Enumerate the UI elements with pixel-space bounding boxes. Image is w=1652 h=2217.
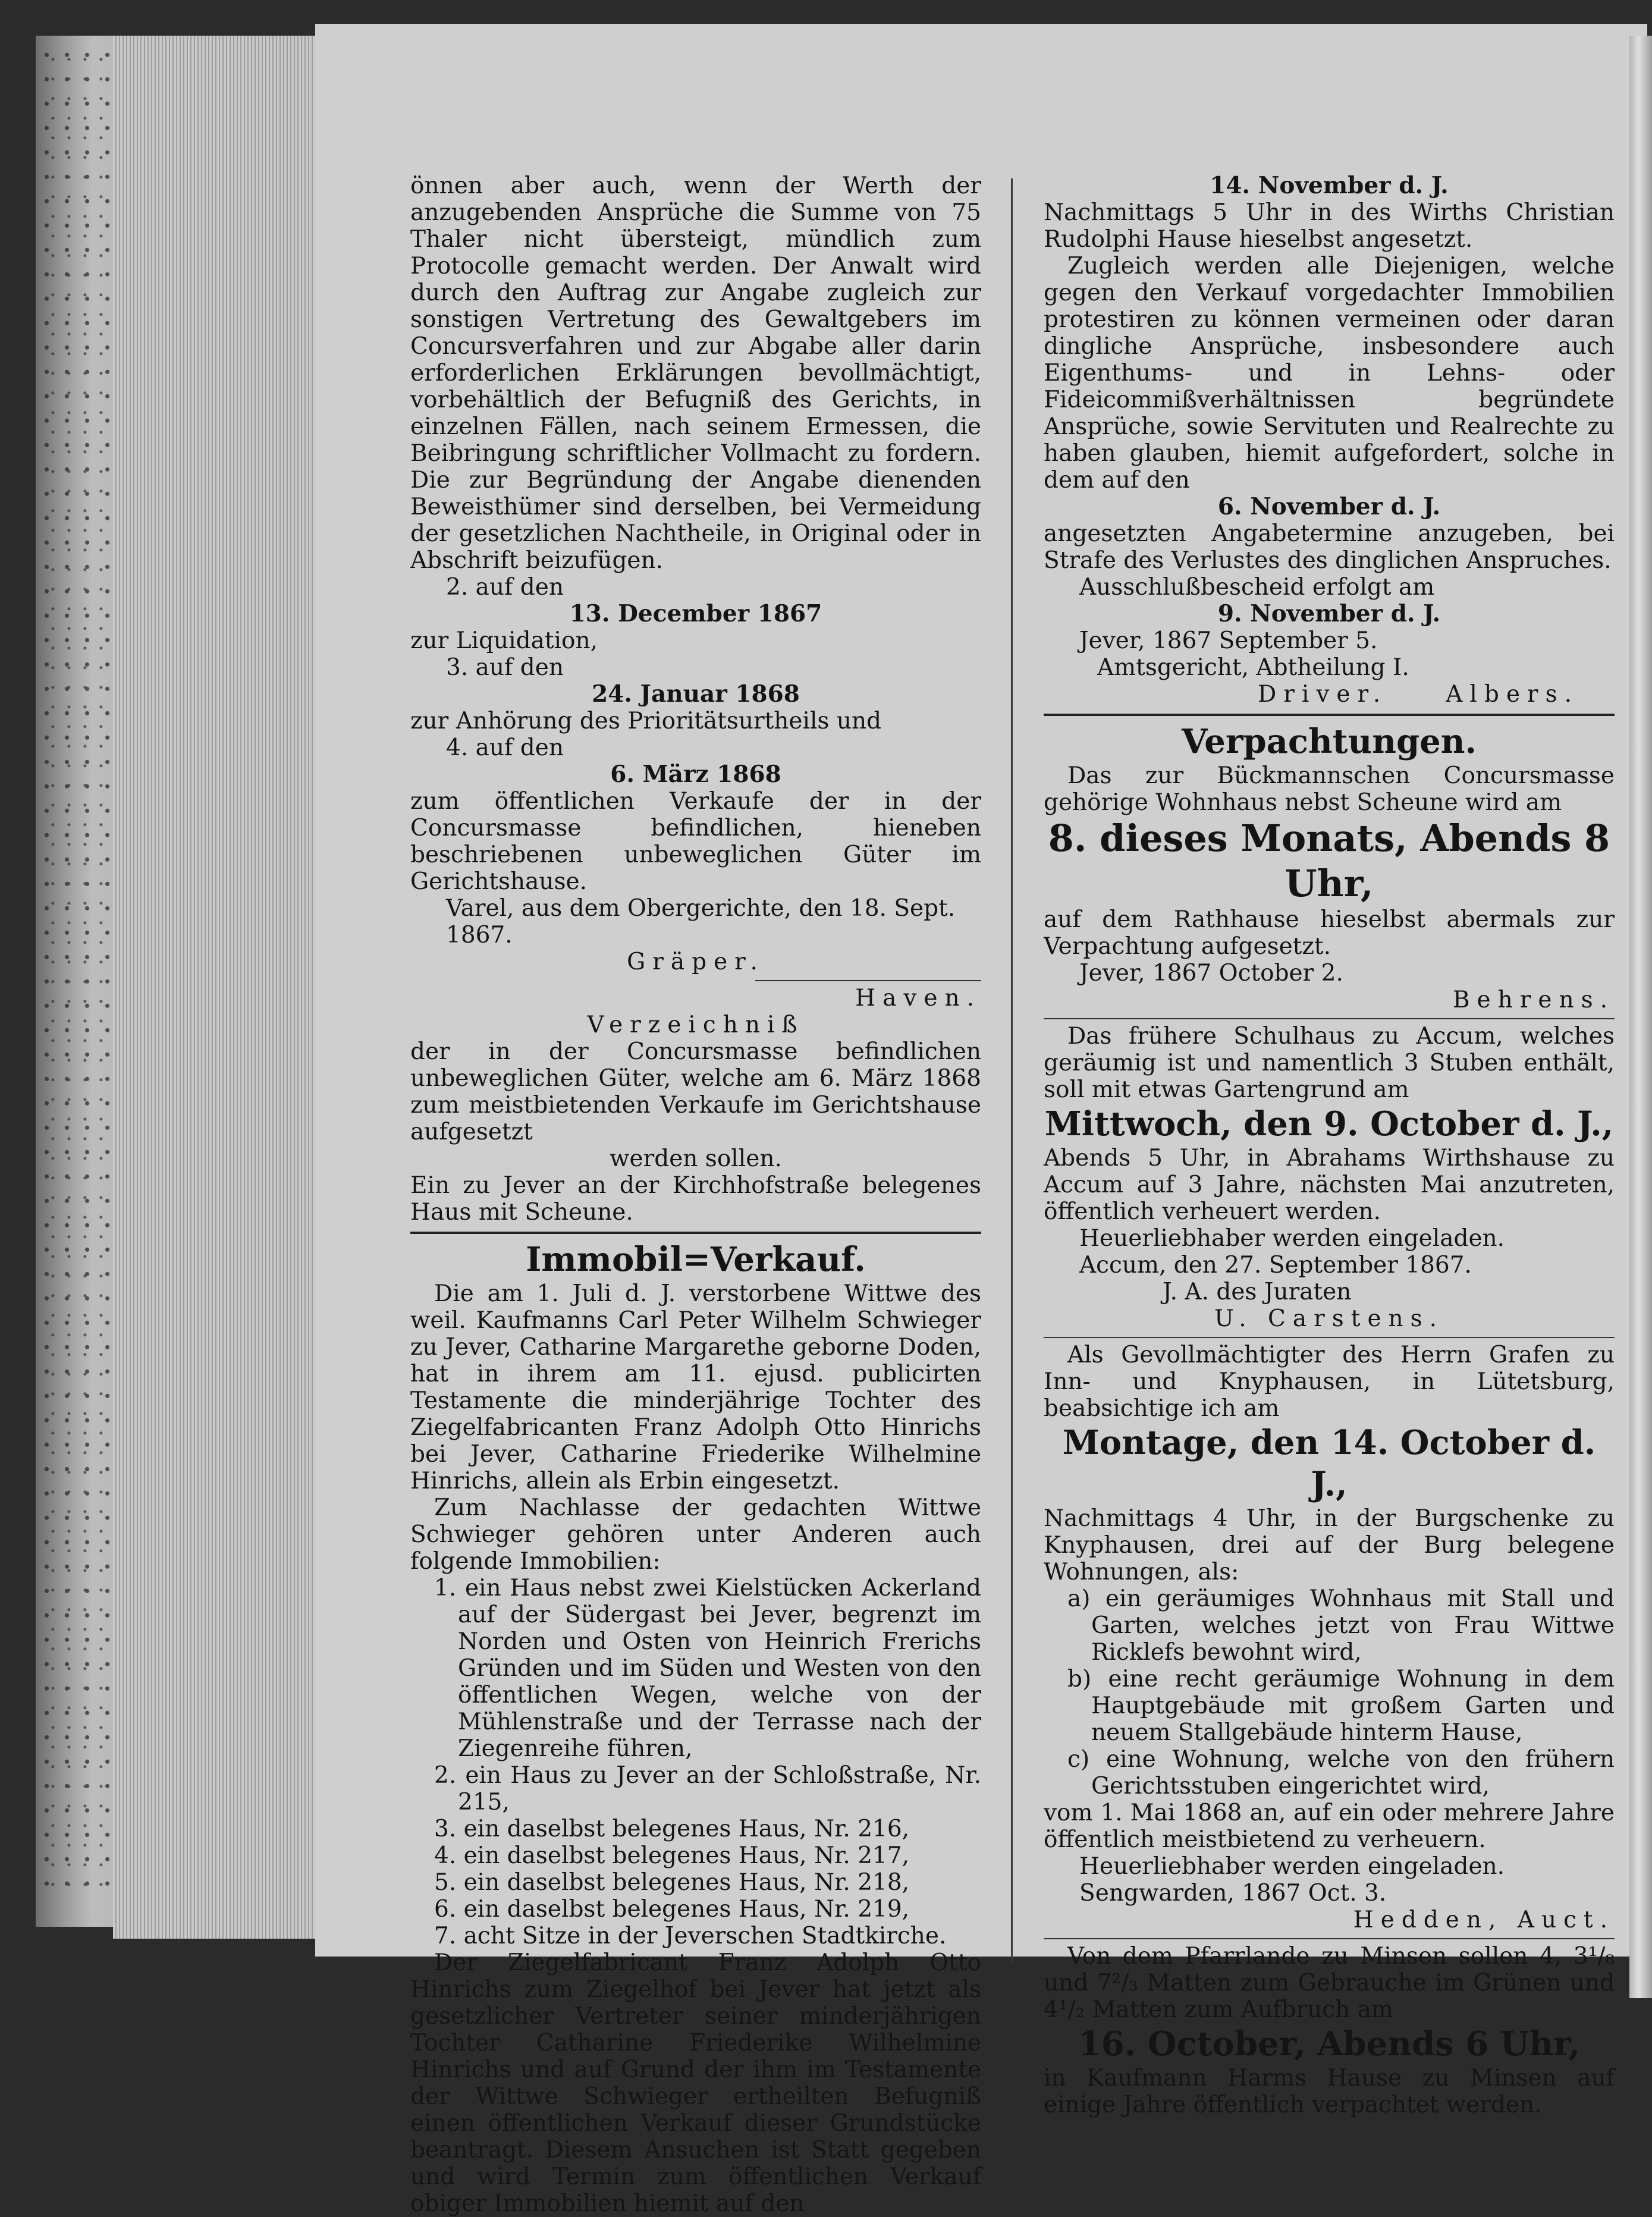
immobil-item-7: 7. acht Sitze in der Jeverschen Stadtkirche. — [434, 1923, 947, 1949]
immobil-item-5: 5. ein daselbst belegenes Haus, Nr. 218, — [434, 1869, 910, 1896]
date-2: 13. December 1867 — [569, 600, 822, 627]
term-4: 4. auf den — [446, 734, 564, 761]
knyphausen-paragraph-5: Sengwarden, 1867 Oct. 3. — [1079, 1880, 1387, 1907]
verpachtungen-title: Verpachtungen. — [1182, 722, 1477, 761]
rule-accum — [1044, 1018, 1615, 1019]
haus-line: Ein zu Jever an der Kirchhofstraße belegenes Haus mit Scheune. — [410, 1172, 981, 1226]
accum-paragraph-3: Heuerliebhaber werden eingeladen. — [1079, 1225, 1505, 1252]
knyphausen-paragraph-4: Heuerliebhaber werden eingeladen. — [1079, 1853, 1505, 1880]
immobil-item-6: 6. ein daselbst belegenes Haus, Nr. 219, — [434, 1896, 910, 1923]
column-divider — [1011, 178, 1013, 1962]
verpachtung-paragraph-1: Das zur Bückmannschen Concursmasse gehörige Wohnhaus nebst Scheune wird am — [1044, 762, 1615, 816]
right-paragraph-2: Zugleich werden alle Diejenigen, welche gegen den Verkauf vorgedachter Immobilien protestiren zu können vermeinen oder daran dingliche Ansprüche, insbesondere auch Eigenthums- und in Lehns- oder Fideicommißverhältnissen begründete Ansprüche, sowie Servituten und Realrechte zu haben glauben, hiemit aufgefordert, solche in dem auf den — [1044, 253, 1615, 494]
signature-behrens: Behrens. — [1452, 987, 1615, 1013]
accum-paragraph-1: Das frühere Schulhaus zu Accum, welches geräumig ist und namentlich 3 Stuben enthält, soll mit etwas Gartengrund am — [1044, 1023, 1615, 1103]
right-date-1: 14. November d. J. — [1210, 172, 1449, 199]
knyphausen-date: Montage, den 14. October d. J., — [1062, 1423, 1596, 1504]
right-date-2: 6. November d. J. — [1217, 493, 1441, 520]
signature-haven: Haven. — [855, 985, 981, 1012]
amtsgericht-line: Amtsgericht, Abtheilung I. — [1097, 654, 1409, 681]
immobil-paragraph-2: Zum Nachlasse der gedachten Wittwe Schwieger gehören unter Anderen auch folgende Immobilien: — [410, 1494, 981, 1575]
purpose-3: zur Anhörung des Prioritätsurtheils und — [410, 708, 882, 734]
immobil-item-3: 3. ein daselbst belegenes Haus, Nr. 216, — [434, 1816, 910, 1842]
knyphausen-item-c: c) eine Wohnung, welche von den frühern Gerichtsstuben eingerichtet wird, — [1067, 1746, 1615, 1800]
knyphausen-item-a: a) ein geräumiges Wohnhaus mit Stall und Garten, welches jetzt von Frau Wittwe Ricklefs bewohnt wird, — [1067, 1585, 1615, 1666]
rule-knyphausen — [1044, 1337, 1615, 1338]
term-2: 2. auf den — [446, 574, 564, 601]
signature-driver: Driver. — [1258, 681, 1388, 708]
verzeichnis-text: der in der Concursmasse befindlichen unbeweglichen Güter, welche am 6. März 1868 zum meistbietenden Verkaufe im Gerichtshause aufgesetzt — [410, 1038, 981, 1145]
purpose-2: zur Liquidation, — [410, 627, 598, 654]
knyphausen-paragraph-3: vom 1. Mai 1868 an, auf ein oder mehrere Jahre öffentlich meistbietend zu verheuern. — [1044, 1800, 1615, 1853]
knyphausen-item-b: b) eine recht geräumige Wohnung in dem Hauptgebäude mit großem Garten und neuem Stallgebäude hinterm Hause, — [1067, 1666, 1615, 1746]
verzeichnis-end: werden sollen. — [610, 1145, 782, 1172]
signature-rule — [755, 980, 981, 981]
knyphausen-paragraph-1: Als Gevollmächtigter des Herrn Grafen zu Inn- und Knyphausen, in Lütetsburg, beabsichtige ich am — [1044, 1342, 1615, 1422]
date-4: 6. März 1868 — [610, 761, 781, 788]
accum-paragraph-2: Abends 5 Uhr, in Abrahams Wirthshause zu Accum auf 3 Jahre, nächsten Mai anzutreten, öffentlich verheuert werden. — [1044, 1145, 1615, 1225]
right-paragraph-3: angesetzten Angabetermine anzugeben, bei Strafe des Verlustes des dinglichen Anspruches. — [1044, 520, 1615, 574]
signature-albers: Albers. — [1446, 681, 1579, 708]
marbled-edge — [42, 48, 113, 1891]
left-column — [410, 172, 981, 2217]
immobil-paragraph-3: Der Ziegelfabricant Franz Adolph Otto Hinrichs zum Ziegelhof bei Jever hat jetzt als gesetzlicher Vertreter seiner minderjährigen Tochter Catharine Friederike Wilhelmine Hinrichs und auf Grund der ihm im Testamente der Wittwe Schwieger ertheilten Befugniß einen öffentlichen Verkauf dieser Grundstücke beantragt. Diesem Ansuchen ist Statt gegeben und wird Termin zum öffentlichen Verkauf obiger Immobilien hiemit auf den — [410, 1949, 981, 2217]
signature-carstens: U. Carstens. — [1214, 1305, 1444, 1332]
immobil-item-4: 4. ein daselbst belegenes Haus, Nr. 217, — [434, 1842, 910, 1869]
term-3: 3. auf den — [446, 654, 564, 681]
rule-minsen — [1044, 1938, 1615, 1939]
date-3: 24. Januar 1868 — [592, 680, 800, 708]
section-rule-verpachtungen — [1044, 714, 1615, 716]
minsen-paragraph-1: Von dem Pfarrlande zu Minsen sollen 4, 3¹/₈ und 7²/₃ Matten zum Gebrauche im Grünen und 4¹/₂ Matten zum Aufbruch am — [1044, 1943, 1615, 2023]
page-stack — [113, 36, 315, 1939]
page-right-edge — [1629, 36, 1652, 1998]
jever-date-1: Jever, 1867 September 5. — [1079, 627, 1378, 654]
varel-line: Varel, aus dem Obergerichte, den 18. Sept. 1867. — [446, 895, 956, 949]
accum-date: Mittwoch, den 9. October d. J., — [1044, 1104, 1614, 1144]
intro-paragraph: önnen aber auch, wenn der Werth der anzugebenden Ansprüche die Summe von 75 Thaler nicht übersteigt, mündlich zum Protocolle gemacht werden. Der Anwalt wird durch den Auftrag zur Angabe zugleich zur sonstigen Vertretung des Gewaltgebers im Concursverfahren und zur Abgabe aller darin erforderlichen Erklärungen bevollmächtigt, vorbehältlich der Befugniß des Gerichts, in einzelnen Fällen, nach seinem Ermessen, die Beibringung schriftlicher Vollmacht zu fordern. Die zur Begründung der Angabe dienenden Beweisthümer sind derselben, bei Vermeidung der gesetzlichen Nachtheile, in Original oder in Abschrift beizufügen. — [410, 172, 981, 574]
right-column — [1044, 172, 1615, 2118]
jever-date-2: Jever, 1867 October 2. — [1079, 960, 1343, 987]
right-date-3: 9. November d. J. — [1217, 600, 1441, 627]
minsen-paragraph-2: in Kaufmann Harms Hause zu Minsen auf einige Jahre öffentlich verpachtet werden. — [1044, 2065, 1615, 2118]
purpose-4: zum öffentlichen Verkaufe der in der Concursmasse befindlichen, hieneben beschriebenen unbeweglichen Güter im Gerichtshause. — [410, 788, 981, 895]
accum-paragraph-5: J. A. des Juraten — [1163, 1279, 1352, 1305]
section-rule-immobil — [410, 1232, 981, 1234]
verpachtung-paragraph-2: auf dem Rathhause hieselbst abermals zur Verpachtung aufgesetzt. — [1044, 906, 1615, 960]
immobil-paragraph-1: Die am 1. Juli d. J. verstorbene Wittwe des weil. Kaufmanns Carl Peter Wilhelm Schwieger zu Jever, Catharine Margarethe geborne Doden, hat in ihrem am 11. ejusd. publicirten Testamente die minderjährige Tochter des Ziegelfabricanten Franz Adolph Otto Hinrichs bei Jever, Catharine Friederike Wilhelmine Hinrichs, allein als Erbin eingesetzt. — [410, 1280, 981, 1494]
signature-row — [1044, 681, 1615, 708]
knyphausen-paragraph-2: Nachmittags 4 Uhr, in der Burgschenke zu Knyphausen, drei auf der Burg belegene Wohnungen, als: — [1044, 1505, 1615, 1585]
accum-paragraph-4: Accum, den 27. September 1867. — [1079, 1252, 1472, 1279]
immobil-verkauf-title: Immobil=Verkauf. — [526, 1240, 866, 1279]
right-paragraph-4: Ausschlußbescheid erfolgt am — [1079, 574, 1435, 601]
minsen-date: 16. October, Abends 6 Uhr, — [1078, 2024, 1581, 2064]
signature-hedden: Hedden, Auct. — [1353, 1907, 1615, 1933]
immobil-item-2: 2. ein Haus zu Jever an der Schloßstraße, Nr. 215, — [434, 1762, 981, 1816]
signature-graeper: Gräper. — [627, 949, 765, 975]
verzeichnis-title: Verzeichniß — [587, 1012, 805, 1038]
right-paragraph-1: Nachmittags 5 Uhr in des Wirths Christian Rudolphi Hause hieselbst angesetzt. — [1044, 199, 1615, 253]
immobil-item-1: 1. ein Haus nebst zwei Kielstücken Ackerland auf der Südergast bei Jever, begrenzt im Norden und Osten von Heinrich Frerichs Gründen und im Süden und Westen von den öffentlichen Wegen, welche von der Mühlenstraße und der Terrasse nach der Ziegenreihe führen, — [434, 1575, 981, 1762]
verpachtung-date: 8. dieses Monats, Abends 8 Uhr, — [1048, 817, 1610, 905]
